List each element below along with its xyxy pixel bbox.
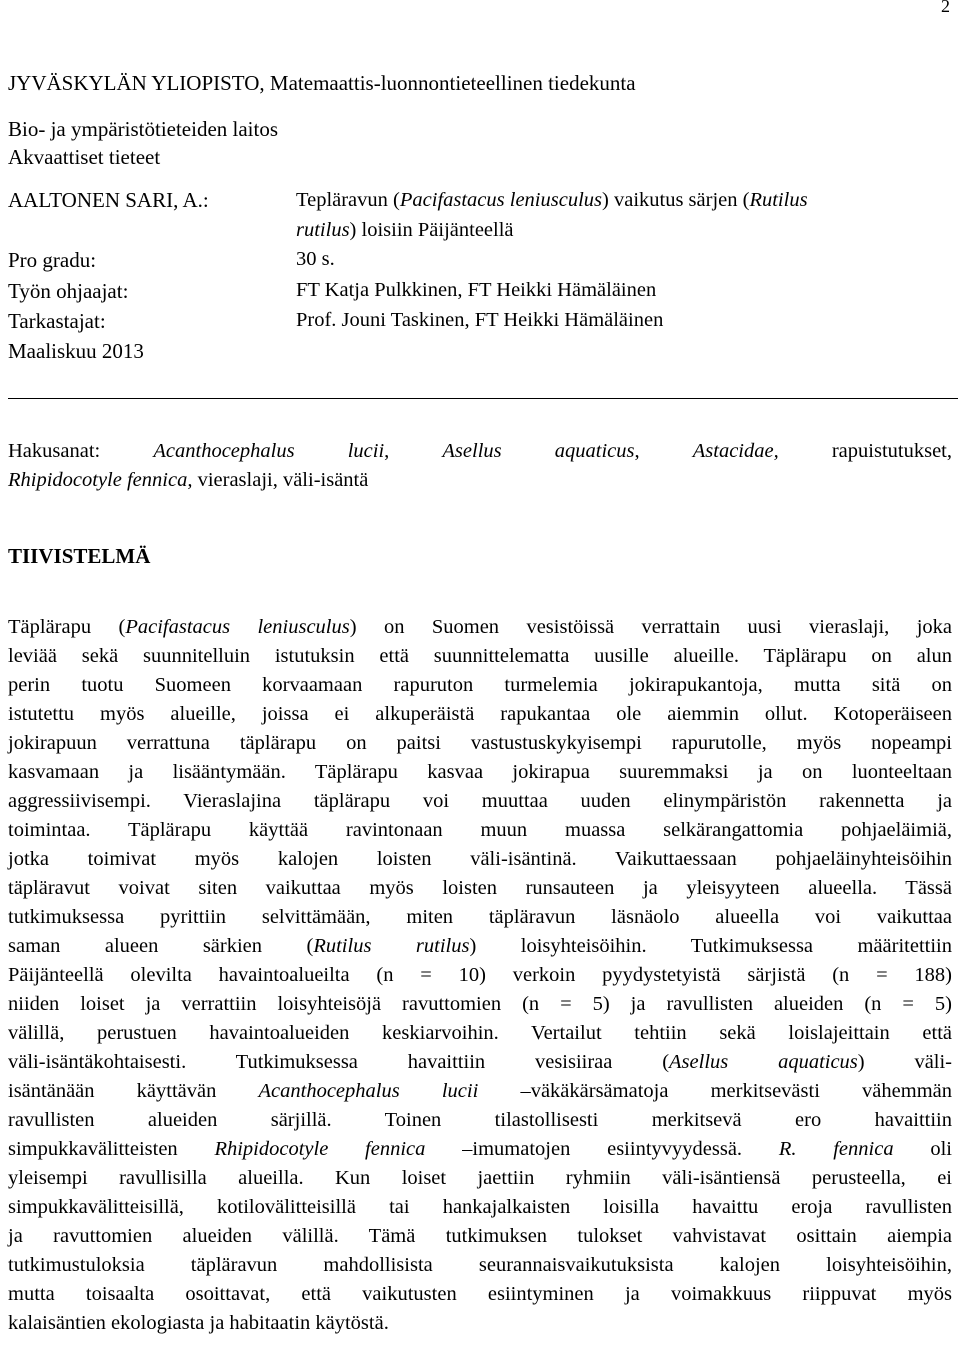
supervisors-value: FT Katja Pulkkinen, FT Heikki Hämäläinen bbox=[296, 279, 657, 301]
abstract-line: kasvamaan ja lisääntymään. Täplärapu kasvaa jokirapua suuremmaksi ja on luonteeltaan bbox=[8, 761, 952, 783]
thesis-title-line2: rutilus) loisiin Päijänteellä bbox=[296, 219, 514, 241]
abstract-line: ravullisten alueiden särjillä. Toinen tilastollisesti merkitsevä ero havaittiin bbox=[8, 1109, 952, 1131]
abstract-heading: TIIVISTELMÄ bbox=[8, 544, 151, 568]
abstract-line: Päijänteellä olevilta havaintoalueilta (n = 10) verkoin pyydystetyistä särjistä (n = 188) bbox=[8, 964, 952, 986]
keywords-line1: Hakusanat: Acanthocephalus lucii, Asellus aquaticus, Astacidae, rapuistutukset, bbox=[8, 440, 952, 462]
abstract-body bbox=[8, 613, 952, 1338]
abstract-line: jokirapuun verrattuna täplärapu on paitsi vastustuskykyisempi rapurutolle, myös nopeampi bbox=[8, 732, 952, 754]
abstract-line: tutkimuksessa pyrittiin selvittämään, miten täpläravun läsnäolo alueella voi vaikuttaa bbox=[8, 906, 952, 928]
abstract-line: välillä, perustuen havaintoalueiden keskiarvoihin. Vertailut tehtiin sekä loislajeittain että bbox=[8, 1022, 952, 1044]
reviewers-label: Tarkastajat: bbox=[8, 309, 106, 333]
pro-gradu-label: Pro gradu: bbox=[8, 248, 97, 272]
university-line: JYVÄSKYLÄN YLIOPISTO, Matemaattis-luonnontieteellinen tiedekunta bbox=[8, 71, 636, 95]
abstract-line: mutta toisaalta osoittavat, että vaikutusten esiintyminen ja voimakkuus riippuvat myös bbox=[8, 1283, 952, 1305]
abstract-line: leviää sekä suunnitelluin istutuksin että suunnittelematta uusille alueille. Täplärapu on alun bbox=[8, 645, 952, 667]
abstract-line: simpukkavälitteisillä, kotilovälitteisillä tai hankajalkaisten loisilla havaittu eroja ravullisten bbox=[8, 1196, 952, 1218]
divider-rule bbox=[8, 398, 958, 399]
abstract-line: niiden loiset ja verrattiin loisyhteisöjä ravuttomien (n = 5) ja ravullisten alueiden (n = 5) bbox=[8, 993, 952, 1015]
date: Maaliskuu 2013 bbox=[8, 339, 144, 363]
page-number: 2 bbox=[941, 0, 950, 16]
abstract-line: väli-isäntäkohtaisesti. Tutkimuksessa havaittiin vesisiiraa (Asellus aquaticus) väli- bbox=[8, 1051, 953, 1073]
abstract-line: istutettu myös alueille, joissa ei alkuperäistä rapukantaa ole aiemmin ollut. Kotoperäiseen bbox=[8, 703, 952, 725]
department: Bio- ja ympäristötieteiden laitos bbox=[8, 117, 279, 141]
abstract-line: Täplärapu (Pacifastacus leniusculus) on Suomen vesistöissä verrattain uusi vieraslaji, joka bbox=[8, 616, 952, 638]
abstract-line: toimintaa. Täplärapu käyttää ravintonaan muun muassa selkärangattomia pohjaeläimiä, bbox=[8, 819, 952, 841]
keywords bbox=[8, 437, 952, 495]
abstract-line: täpläravut voivat siten vaikuttaa myös loisten runsauteen ja yleisyyteen alueella. Tässä bbox=[8, 877, 952, 899]
reviewers-value: Prof. Jouni Taskinen, FT Heikki Hämäläinen bbox=[296, 309, 664, 331]
pro-gradu-value: 30 s. bbox=[296, 248, 335, 270]
abstract-line: kalaisäntien ekologiasta ja habitaatin käytöstä. bbox=[8, 1312, 389, 1334]
supervisors-label: Työn ohjaajat: bbox=[8, 279, 129, 303]
abstract-line: perin tuotu Suomeen korvaamaan rapuruton turmelemia jokirapukantoja, mutta sitä on bbox=[8, 674, 952, 696]
abstract-line: tutkimustuloksia täpläravun mahdollisista seurannaisvaikutuksista kalojen loisyhteisöihin, bbox=[8, 1254, 952, 1276]
abstract-line: jotka toimivat myös kalojen loisten väli-isäntinä. Vaikuttaessaan pohjaeläinyhteisöihin bbox=[8, 848, 952, 870]
abstract-line: ja ravuttomien alueiden välillä. Tämä tutkimuksen tulokset vahvistavat osittain aiempia bbox=[8, 1225, 952, 1247]
abstract-line: saman alueen särkien (Rutilus rutilus) loisyhteisöihin. Tutkimuksessa määritettiin bbox=[8, 935, 952, 957]
keywords-line2: Rhipidocotyle fennica, vieraslaji, väli-isäntä bbox=[8, 469, 369, 491]
abstract-line: aggressiivisempi. Vieraslajina täplärapu voi muuttaa uuden elinympäristön rakennetta ja bbox=[8, 790, 952, 812]
abstract-line: yleisempi ravullisilla alueilla. Kun loiset jaettiin ryhmiin väli-isäntiensä perusteella, ei bbox=[8, 1167, 952, 1189]
author-label: AALTONEN SARI, A.: bbox=[8, 188, 209, 212]
abstract-line: isäntänään käyttävän Acanthocephalus lucii –väkäkärsämatoja merkitsevästi vähemmän bbox=[8, 1080, 952, 1102]
field: Akvaattiset tieteet bbox=[8, 145, 161, 169]
thesis-title-line1: Tepläravun (Pacifastacus leniusculus) vaikutus särjen (Rutilus bbox=[296, 189, 808, 211]
abstract-line: simpukkavälitteisten Rhipidocotyle fennica –imumatojen esiintyvyydessä. R. fennica oli bbox=[8, 1138, 952, 1160]
